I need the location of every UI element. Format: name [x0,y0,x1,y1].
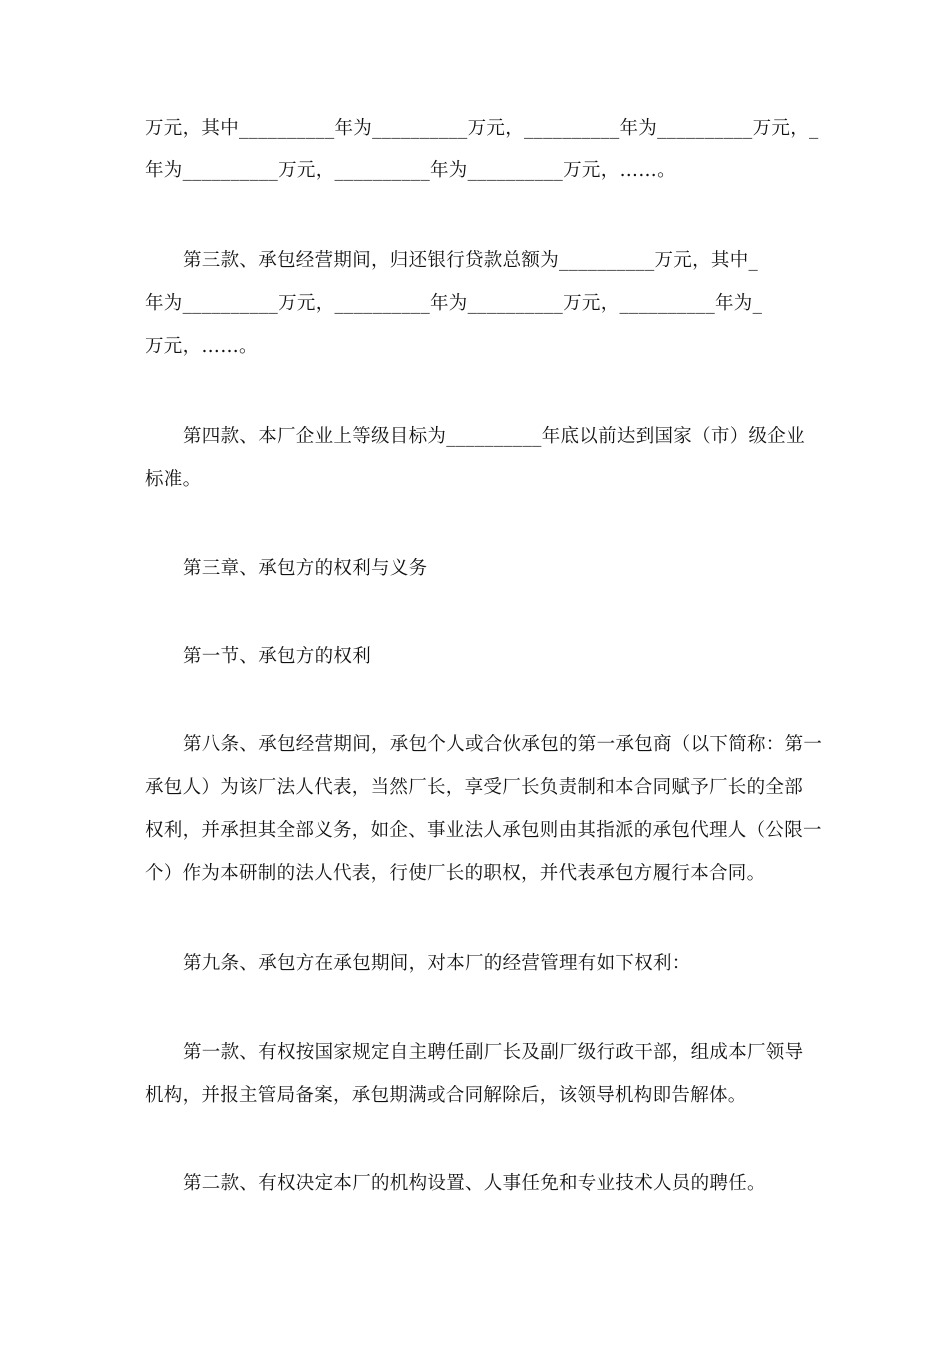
text-line: 权利，并承担其全部义务，如企、事业法人承包则由其指派的承包代理人（公限一 [145,820,822,841]
text-line: 年为__________万元，__________年为__________万元，__________年为_ [145,293,763,314]
text-line: 第八条、承包经营期间，承包个人或合伙承包的第一承包商（以下简称：第一 [183,734,823,755]
text-line: 第二款、有权决定本厂的机构设置、人事任免和专业技术人员的聘任。 [183,1173,766,1194]
text-line: 年为__________万元，__________年为__________万元，……。 [145,160,676,181]
text-line: 第九条、承包方在承包期间，对本厂的经营管理有如下权利： [183,953,691,974]
text-line: 第三款、承包经营期间，归还银行贷款总额为__________万元，其中_ [183,250,759,271]
text-line: 万元，其中__________年为__________万元，__________年为__________万元，_ [145,118,819,139]
text-line: 第一款、有权按国家规定自主聘任副厂长及副厂级行政干部，组成本厂领导 [183,1042,804,1063]
text-line: 个）作为本研制的法人代表，行使厂长的职权，并代表承包方履行本合同。 [145,863,766,884]
text-line: 承包人）为该厂法人代表，当然厂长，享受厂长负责制和本合同赋予厂长的全部 [145,777,804,798]
text-line: 标准。 [145,469,202,490]
text-line: 第四款、本厂企业上等级目标为__________年底以前达到国家（市）级企业 [183,426,805,447]
section-heading: 第一节、承包方的权利 [183,646,372,667]
text-line: 万元，……。 [145,336,258,357]
chapter-heading: 第三章、承包方的权利与义务 [183,558,428,579]
text-line: 机构，并报主管局备案，承包期满或合同解除后，该领导机构即告解体。 [145,1085,747,1106]
